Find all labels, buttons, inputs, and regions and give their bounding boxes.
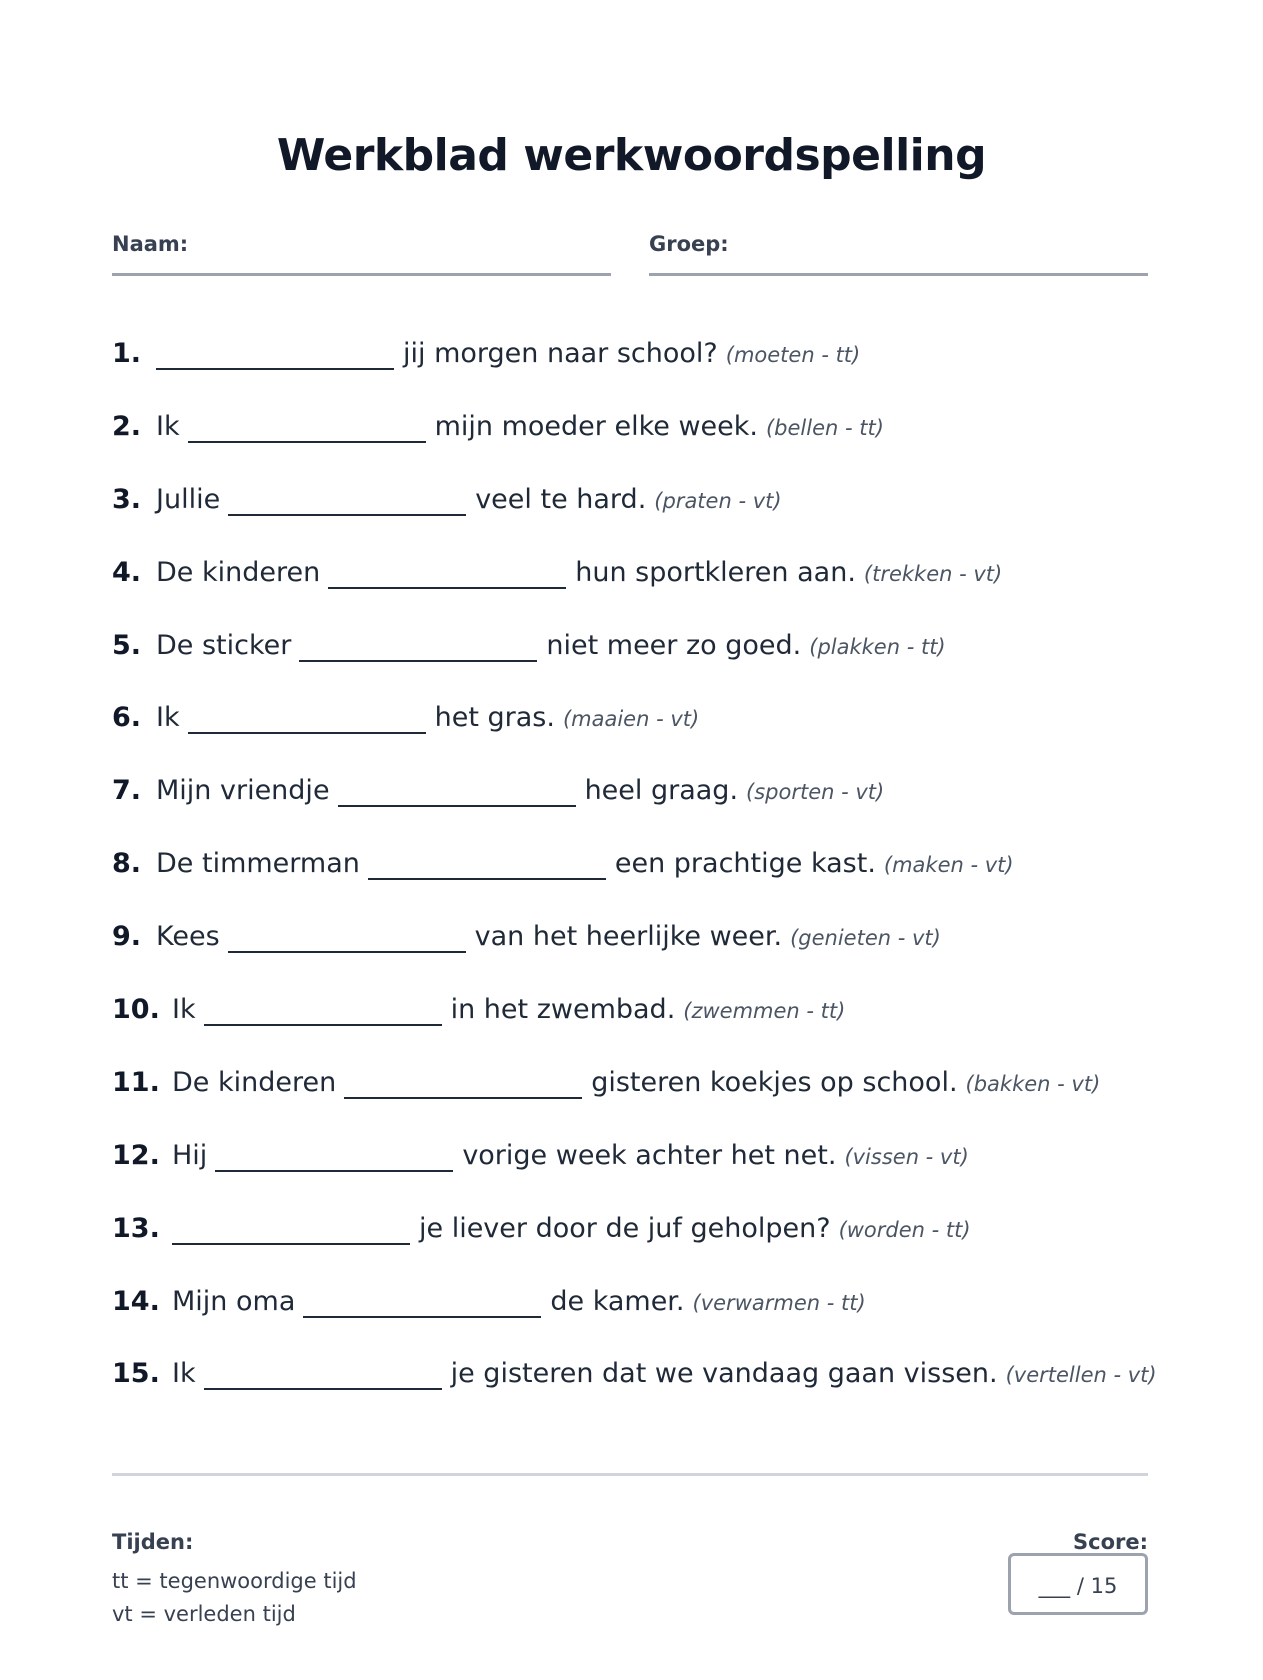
- exercise-text-before: De kinderen: [156, 556, 321, 588]
- exercise-hint: (verwarmen - tt): [692, 1290, 866, 1315]
- exercise-hint: (vertellen - vt): [1005, 1363, 1157, 1388]
- legend-title: Tijden:: [112, 1530, 194, 1554]
- exercise-number: 14.: [112, 1285, 160, 1317]
- exercise-hint: (genieten - vt): [790, 926, 941, 951]
- exercise-number: 15.: [112, 1358, 160, 1390]
- exercise-number: 1.: [112, 338, 142, 369]
- exercise-number: 12.: [112, 1139, 160, 1171]
- exercise-text-after: gisteren koekjes op school.: [591, 1066, 958, 1098]
- exercise-item: [112, 994, 1172, 1067]
- exercise-item: [112, 484, 1172, 557]
- exercise-text-before: Ik: [172, 1358, 196, 1390]
- answer-blank[interactable]: [368, 848, 606, 880]
- exercise-number: 4.: [112, 556, 142, 588]
- exercise-item: [112, 338, 1172, 411]
- exercise-text-after: veel te hard.: [475, 483, 647, 515]
- answer-blank[interactable]: [188, 411, 426, 443]
- exercise-hint: (maken - vt): [883, 853, 1014, 878]
- exercise-item: [112, 921, 1172, 994]
- exercise-item: [112, 702, 1172, 775]
- exercise-number: 11.: [112, 1066, 160, 1098]
- exercise-hint: (zwemmen - tt): [683, 999, 846, 1024]
- exercise-number: 13.: [112, 1212, 160, 1244]
- exercise-text-before: De kinderen: [172, 1066, 337, 1098]
- answer-blank[interactable]: [338, 775, 576, 807]
- exercise-number: 3.: [112, 483, 142, 515]
- exercise-text-before: De sticker: [156, 629, 292, 661]
- exercise-item: [112, 775, 1172, 848]
- exercise-text-before: Jullie: [156, 483, 221, 515]
- exercise-number: 2.: [112, 410, 142, 442]
- exercise-hint: (bellen - tt): [765, 415, 884, 440]
- answer-blank[interactable]: [299, 630, 537, 662]
- exercise-hint: (sporten - vt): [746, 780, 885, 805]
- exercise-text-after: niet meer zo goed.: [546, 629, 802, 661]
- answer-blank[interactable]: [303, 1286, 541, 1318]
- exercise-hint: (worden - tt): [838, 1217, 971, 1242]
- legend-line-tt: tt = tegenwoordige tijd: [112, 1569, 357, 1593]
- exercise-text-before: Ik: [172, 994, 196, 1026]
- exercise-hint: (maaien - vt): [562, 707, 700, 732]
- score-box[interactable]: [1008, 1553, 1148, 1615]
- exercise-item: [112, 1286, 1172, 1359]
- exercise-number: 10.: [112, 994, 160, 1026]
- groep-field[interactable]: [649, 232, 1148, 276]
- naam-field[interactable]: [112, 232, 611, 276]
- groep-label: Groep:: [649, 232, 729, 256]
- exercise-hint: (plakken - tt): [809, 634, 946, 659]
- answer-blank[interactable]: [172, 1213, 410, 1245]
- exercise-item: [112, 411, 1172, 484]
- exercise-text-before: Kees: [156, 921, 220, 953]
- exercise-text-after: hun sportkleren aan.: [575, 556, 856, 588]
- exercise-item: [112, 1213, 1172, 1286]
- exercise-list: [112, 338, 1172, 1431]
- exercise-number: 6.: [112, 702, 142, 734]
- exercise-text-after: een prachtige kast.: [614, 848, 876, 880]
- exercise-number: 7.: [112, 775, 142, 807]
- exercise-hint: (moeten - tt): [725, 343, 861, 367]
- answer-blank[interactable]: [188, 702, 426, 734]
- exercise-text-before: Ik: [156, 410, 180, 442]
- exercise-hint: (bakken - vt): [965, 1071, 1101, 1096]
- exercise-text-before: De timmerman: [156, 848, 360, 880]
- exercise-text-before: Hij: [172, 1139, 208, 1171]
- answer-blank[interactable]: [328, 557, 566, 589]
- exercise-text-after: vorige week achter het net.: [462, 1139, 837, 1171]
- score-value: ___ / 15: [1038, 1574, 1118, 1598]
- exercise-text-after: je liever door de juf geholpen?: [419, 1212, 831, 1244]
- exercise-text-after: het gras.: [434, 702, 555, 734]
- exercise-text-after: heel graag.: [584, 775, 739, 807]
- exercise-item: [112, 557, 1172, 630]
- exercise-item: [112, 630, 1172, 703]
- footer-divider: [112, 1473, 1148, 1476]
- answer-blank[interactable]: [204, 994, 442, 1026]
- exercise-text-before: Mijn oma: [172, 1285, 296, 1317]
- answer-blank[interactable]: [228, 921, 466, 953]
- exercise-text-after: je gisteren dat we vandaag gaan vissen.: [450, 1358, 998, 1390]
- answer-blank[interactable]: [156, 338, 394, 370]
- answer-blank[interactable]: [215, 1140, 453, 1172]
- exercise-number: 8.: [112, 848, 142, 880]
- exercise-hint: (vissen - vt): [844, 1144, 969, 1169]
- answer-blank[interactable]: [228, 484, 466, 516]
- score-label: Score:: [1073, 1530, 1148, 1554]
- exercise-item: [112, 1358, 1172, 1431]
- legend-line-vt: vt = verleden tijd: [112, 1602, 296, 1626]
- answer-blank[interactable]: [204, 1358, 442, 1390]
- exercise-hint: (trekken - vt): [863, 561, 1003, 586]
- exercise-number: 9.: [112, 921, 142, 953]
- exercise-number: 5.: [112, 629, 142, 661]
- exercise-text-before: Mijn vriendje: [156, 775, 330, 807]
- exercise-text-after: jij morgen naar school?: [403, 338, 718, 369]
- answer-blank[interactable]: [344, 1067, 582, 1099]
- exercise-hint: (praten - vt): [654, 488, 782, 513]
- exercise-text-after: de kamer.: [550, 1285, 685, 1317]
- exercise-text-before: Ik: [156, 702, 180, 734]
- exercise-item: [112, 848, 1172, 921]
- naam-label: Naam:: [112, 232, 189, 256]
- exercise-item: [112, 1140, 1172, 1213]
- exercise-text-after: in het zwembad.: [450, 994, 676, 1026]
- exercise-text-after: mijn moeder elke week.: [434, 410, 758, 442]
- exercise-item: [112, 1067, 1172, 1140]
- page-title: Werkblad werkwoordspelling: [276, 130, 987, 181]
- exercise-text-after: van het heerlijke weer.: [474, 921, 783, 953]
